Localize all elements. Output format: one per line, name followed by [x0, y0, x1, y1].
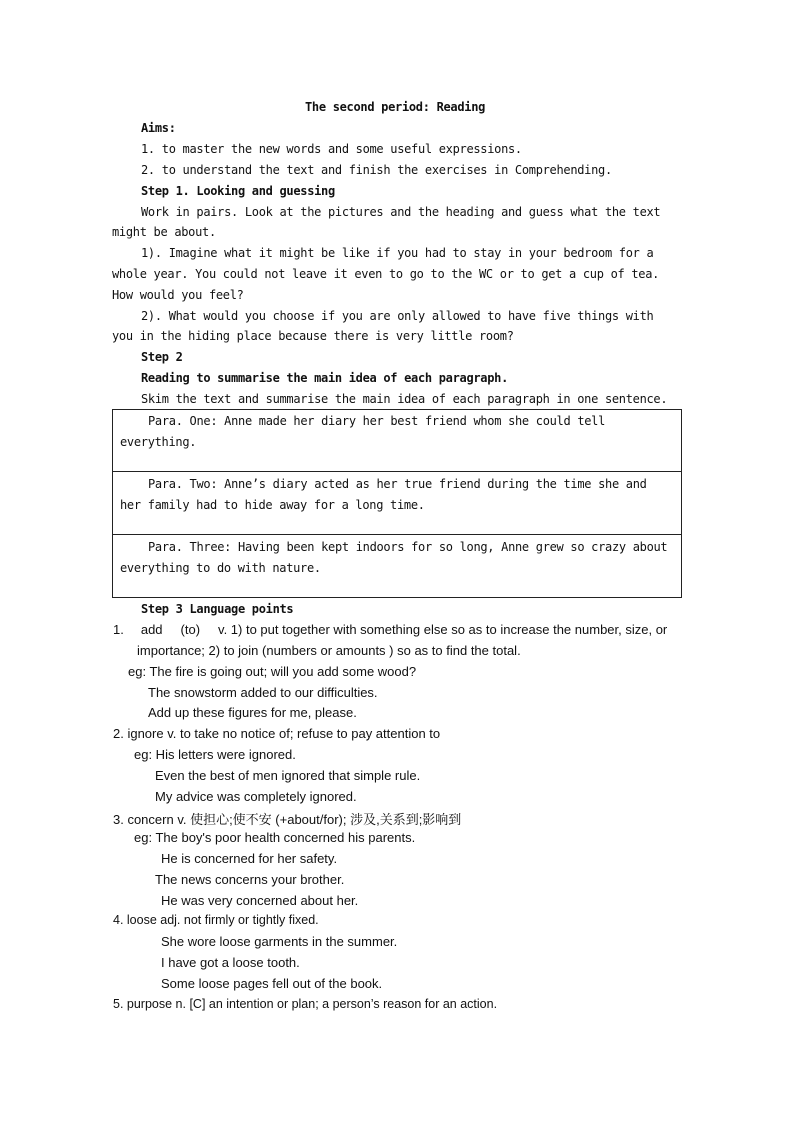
ignore-entry: 2. ignore v. to take no notice of; refuse to pay attention to	[113, 726, 441, 741]
table-row-3-line1: Para. Three: Having been kept indoors for so long, Anne grew so crazy about	[148, 540, 668, 554]
add-definition-line1: v. 1) to put together with something else so as to increase the number, size, or	[218, 622, 668, 637]
add-entry	[113, 622, 667, 637]
concern-example-4: He was very concerned about her.	[161, 893, 359, 908]
ignore-example-1: eg: His letters were ignored.	[134, 747, 296, 762]
aims-label: Aims:	[141, 121, 176, 135]
table-row-2-line2: her family had to hide away for a long time.	[120, 498, 425, 512]
table-divider	[113, 471, 681, 472]
add-definition-line2: importance; 2) to join (numbers or amounts ) so as to find the total.	[137, 643, 521, 658]
step1-q1-line3: How would you feel?	[112, 288, 244, 302]
step1-q1-line1: 1). Imagine what it might be like if you had to stay in your bedroom for a	[141, 246, 654, 260]
add-number: 1.	[113, 622, 124, 637]
table-row-1-line1: Para. One: Anne made her diary her best friend whom she could tell	[148, 414, 606, 428]
page-title: The second period: Reading	[305, 100, 486, 114]
aims-item-1: 1. to master the new words and some useful expressions.	[141, 142, 522, 156]
step1-intro-line2: might be about.	[112, 225, 216, 239]
purpose-entry: 5. purpose n. [C] an intention or plan; a person’s reason for an action.	[113, 997, 498, 1011]
add-word: add	[140, 622, 163, 637]
step2-subheading: Reading to summarise the main idea of each paragraph.	[141, 371, 509, 385]
step1-q2-line2: you in the hiding place because there is very little room?	[112, 329, 514, 343]
table-row-1-line2: everything.	[120, 435, 197, 449]
concern-example-1: eg: The boy's poor health concerned his parents.	[134, 830, 416, 845]
ignore-example-2: Even the best of men ignored that simple rule.	[155, 768, 421, 783]
loose-example-2: I have got a loose tooth.	[161, 955, 300, 970]
table-row-3-line2: everything to do with nature.	[120, 561, 321, 575]
step1-intro-line1-text: Work in pairs. Look at the pictures and the heading and guess what the text	[141, 205, 661, 219]
aims-item-2: 2. to understand the text and finish the exercises in Comprehending.	[141, 163, 612, 177]
concern-example-3: The news concerns your brother.	[155, 872, 345, 887]
concern-entry: 3. concern v. 使担心;使不安 (+about/for); 涉及,关系到;影响到	[113, 812, 462, 827]
step3-heading: Step 3 Language points	[141, 602, 294, 616]
step1-intro-line1	[141, 205, 680, 219]
loose-entry: 4. loose adj. not firmly or tightly fixed.	[113, 913, 319, 927]
table-divider	[113, 534, 681, 535]
add-example-1: eg: The fire is going out; will you add some wood?	[128, 664, 417, 679]
add-example-2: The snowstorm added to our difficulties.	[148, 685, 378, 700]
summary-table	[112, 409, 682, 598]
ignore-example-3: My advice was completely ignored.	[155, 789, 357, 804]
step1-q2-line1: 2). What would you choose if you are only allowed to have five things with	[141, 309, 654, 323]
step2-instruction: Skim the text and summarise the main idea of each paragraph in one sentence.	[141, 392, 668, 406]
loose-example-3: Some loose pages fell out of the book.	[161, 976, 383, 991]
add-prep: (to)	[180, 622, 201, 637]
concern-example-2: He is concerned for her safety.	[161, 851, 338, 866]
step1-heading: Step 1. Looking and guessing	[141, 184, 335, 198]
add-example-3: Add up these figures for me, please.	[148, 705, 357, 720]
step1-q1-line2: whole year. You could not leave it even to go to the WC or to get a cup of tea.	[112, 267, 660, 281]
step2-heading: Step 2	[141, 350, 183, 364]
table-row-2-line1: Para. Two: Anne’s diary acted as her true friend during the time she and	[148, 477, 647, 491]
loose-example-1: She wore loose garments in the summer.	[161, 934, 398, 949]
